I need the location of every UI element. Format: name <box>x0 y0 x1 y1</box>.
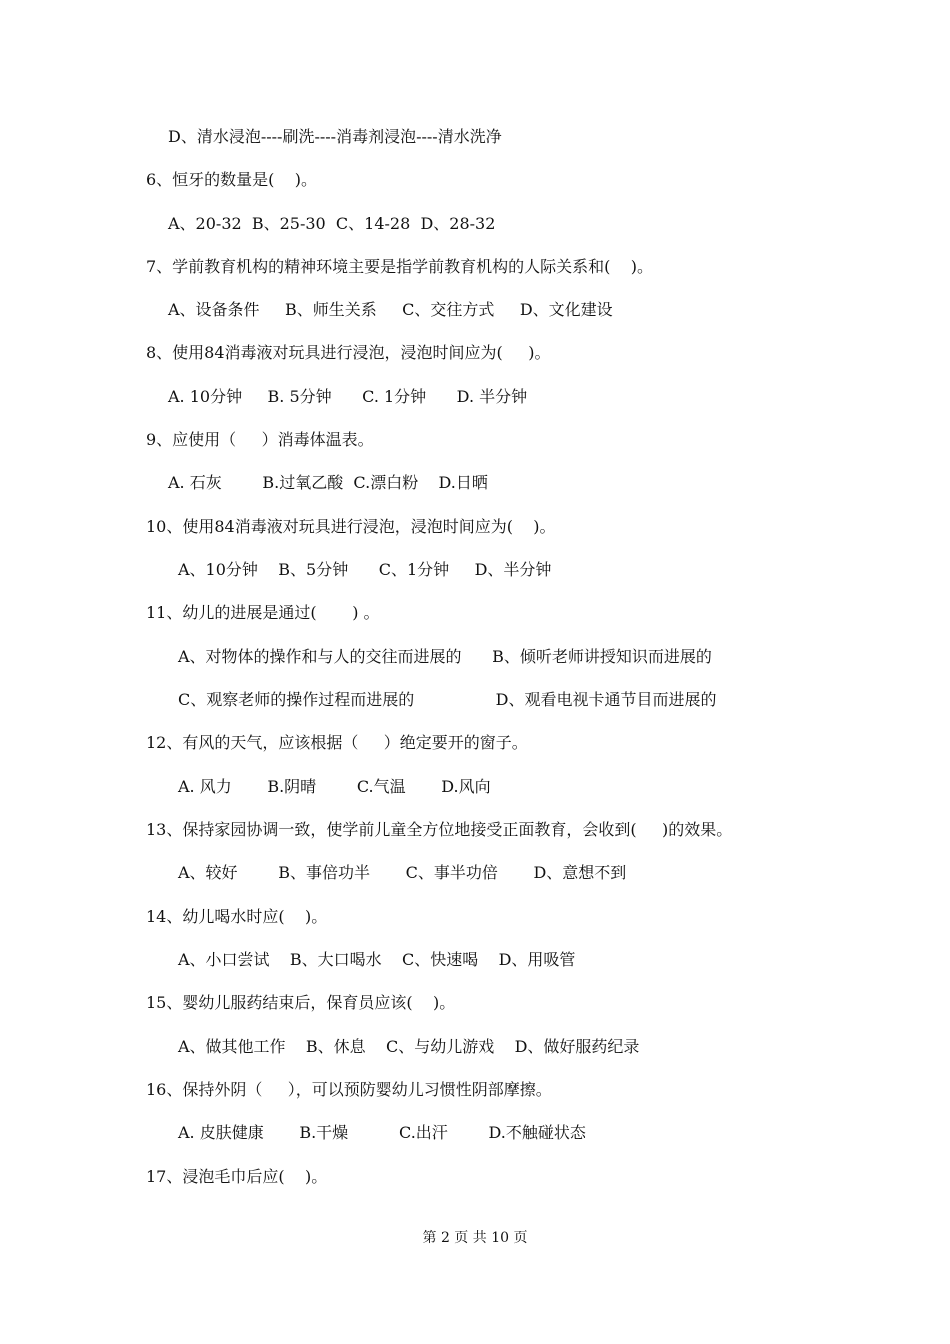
options-9: A. 石灰 B.过氧乙酸 C.漂白粉 D.日晒 <box>168 473 488 492</box>
option-line-5d: D、清水浸泡----刷洗----消毒剂浸泡----清水洗净 <box>168 127 502 146</box>
options-15: A、做其他工作 B、休息 C、与幼儿游戏 D、做好服药纪录 <box>178 1037 640 1056</box>
question-8: 8、使用84消毒液对玩具进行浸泡，浸泡时间应为( )。 <box>146 343 551 362</box>
question-15: 15、婴幼儿服药结束后，保育员应该( )。 <box>146 993 456 1012</box>
options-16: A. 皮肤健康 B.干燥 C.出汗 D.不触碰状态 <box>178 1123 586 1142</box>
options-14: A、小口尝试 B、大口喝水 C、快速喝 D、用吸管 <box>178 950 576 969</box>
options-8: A. 10分钟 B. 5分钟 C. 1分钟 D. 半分钟 <box>168 387 528 406</box>
options-10: A、10分钟 B、5分钟 C、1分钟 D、半分钟 <box>178 560 552 579</box>
question-7: 7、学前教育机构的精神环境主要是指学前教育机构的人际关系和( )。 <box>146 257 654 276</box>
options-11-cd: C、观察老师的操作过程而进展的 D、观看电视卡通节目而进展的 <box>178 690 717 709</box>
question-17: 17、浸泡毛巾后应( )。 <box>146 1167 328 1186</box>
question-10: 10、使用84消毒液对玩具进行浸泡，浸泡时间应为( )。 <box>146 517 556 536</box>
question-6: 6、恒牙的数量是( )。 <box>146 170 318 189</box>
question-14: 14、幼儿喝水时应( )。 <box>146 907 328 926</box>
options-12: A. 风力 B.阴晴 C.气温 D.风向 <box>178 777 491 796</box>
question-16: 16、保持外阴（ ），可以预防婴幼儿习惯性阴部摩擦。 <box>146 1080 552 1099</box>
page-footer: 第 2 页 共 10 页 <box>422 1230 528 1246</box>
options-7: A、设备条件 B、师生关系 C、交往方式 D、文化建设 <box>168 300 613 319</box>
question-9: 9、应使用（ ）消毒体温表。 <box>146 430 374 449</box>
question-13: 13、保持家园协调一致，使学前儿童全方位地接受正面教育，会收到( )的效果。 <box>146 820 733 839</box>
question-12: 12、有风的天气，应该根据（ ）绝定要开的窗子。 <box>146 733 528 752</box>
options-6: A、20-32 B、25-30 C、14-28 D、28-32 <box>168 214 496 233</box>
options-11-ab: A、对物体的操作和与人的交往而进展的 B、倾听老师讲授知识而进展的 <box>178 647 712 666</box>
question-11: 11、幼儿的进展是通过( ) 。 <box>146 603 380 622</box>
options-13: A、较好 B、事倍功半 C、事半功倍 D、意想不到 <box>178 863 627 882</box>
